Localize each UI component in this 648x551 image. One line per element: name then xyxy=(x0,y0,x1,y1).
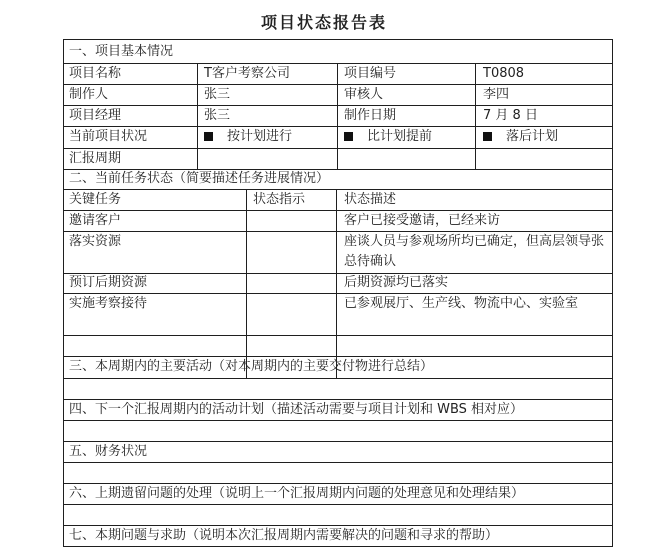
col-header-task: 关键任务 xyxy=(69,192,122,207)
col-divider xyxy=(337,63,338,169)
author-value: 张三 xyxy=(204,87,231,102)
date-label: 制作日期 xyxy=(344,108,397,123)
status-option-behind[interactable] xyxy=(483,127,558,147)
task-name: 邀请客户 xyxy=(69,213,122,228)
section3-heading: 三、本周期内的主要活动（对本周期内的主要交付物进行总结） xyxy=(69,359,434,374)
status-report-table xyxy=(63,39,613,547)
section7-heading: 七、本期问题与求助（说明本次汇报周期内需要解决的问题和寻求的帮助） xyxy=(69,528,499,543)
row-divider xyxy=(63,462,613,463)
row-divider xyxy=(63,63,613,64)
row-divider xyxy=(63,210,613,211)
reviewer-label: 审核人 xyxy=(344,87,384,102)
row-divider xyxy=(63,189,613,190)
col-divider xyxy=(246,189,247,378)
row-divider xyxy=(63,504,613,505)
reviewer-value: 李四 xyxy=(483,87,510,102)
table-border-top xyxy=(63,39,613,40)
page-title: 项目状态报告表 xyxy=(260,13,387,32)
project-name-label: 项目名称 xyxy=(69,66,122,81)
task-name: 落实资源 xyxy=(69,234,122,249)
section2-heading: 二、当前任务状态（简要描述任务进展情况） xyxy=(69,171,330,186)
task-name: 预订后期资源 xyxy=(69,275,148,290)
col-header-indicator: 状态指示 xyxy=(253,192,306,207)
row-divider xyxy=(63,335,613,336)
manager-value: 张三 xyxy=(204,108,231,123)
section5-heading: 五、财务状况 xyxy=(69,444,148,459)
task-desc: 后期资源均已落实 xyxy=(344,275,449,290)
table-border-left xyxy=(63,39,64,547)
project-no-value: T0808 xyxy=(483,66,525,81)
table-border-right xyxy=(612,39,613,547)
project-name-value: T客户考察公司 xyxy=(204,66,290,81)
status-option-ahead[interactable] xyxy=(344,127,432,147)
col-divider xyxy=(336,189,337,378)
status-option-on-schedule[interactable] xyxy=(204,127,292,147)
author-label: 制作人 xyxy=(69,87,109,102)
task-desc: 客户已接受邀请，已经来访 xyxy=(344,213,501,228)
status-label: 当前项目状况 xyxy=(69,129,148,144)
col-header-desc: 状态描述 xyxy=(344,192,397,207)
col-divider xyxy=(475,63,476,169)
period-label: 汇报周期 xyxy=(69,151,122,166)
status-option-label: 落后计划 xyxy=(506,129,559,144)
task-name: 实施考察接待 xyxy=(69,296,148,311)
project-no-label: 项目编号 xyxy=(344,66,397,81)
row-divider xyxy=(63,378,613,379)
checkbox-filled-icon xyxy=(204,132,213,141)
row-divider xyxy=(63,148,613,149)
task-desc: 座谈人员与参观场所均已确定，但高层领导张总待确认 xyxy=(344,234,605,269)
section6-heading: 六、上期遗留问题的处理（说明上一个汇报周期内问题的处理意见和处理结果） xyxy=(69,486,525,501)
table-border-bottom xyxy=(63,546,613,547)
checkbox-filled-icon xyxy=(344,132,353,141)
checkbox-filled-icon xyxy=(483,132,492,141)
date-value: 7 月 8 日 xyxy=(483,108,538,123)
status-option-label: 比计划提前 xyxy=(367,129,433,144)
row-divider xyxy=(63,420,613,421)
section1-heading: 一、项目基本情况 xyxy=(69,44,174,59)
col-divider xyxy=(197,63,198,169)
row-divider xyxy=(63,84,613,85)
status-option-label: 按计划进行 xyxy=(227,129,293,144)
section4-heading: 四、下一个汇报周期内的活动计划（描述活动需要与项目计划和 WBS 相对应） xyxy=(69,402,524,417)
task-desc: 已参观展厅、生产线、物流中心、实验室 xyxy=(344,296,579,311)
manager-label: 项目经理 xyxy=(69,108,122,123)
